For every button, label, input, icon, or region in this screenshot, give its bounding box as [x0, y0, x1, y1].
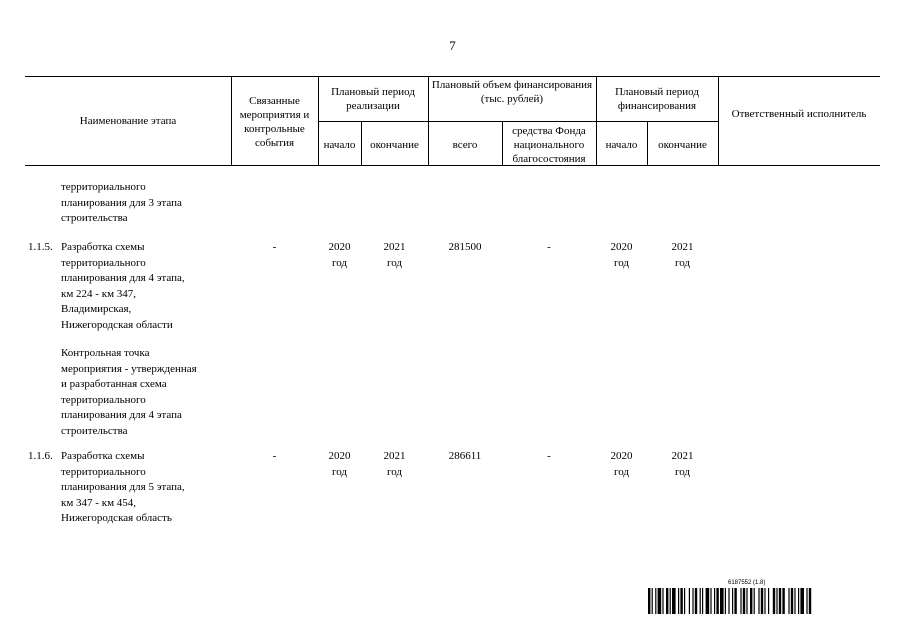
stage-number: 1.1.6.: [28, 450, 53, 462]
barcode-icon: [648, 588, 876, 614]
barcode-bar: [791, 588, 793, 614]
barcode-bar: [655, 588, 656, 614]
barcode-bar: [720, 588, 724, 614]
barcode-bar: [758, 588, 759, 614]
barcode-bar: [695, 588, 697, 614]
barcode-bar: [798, 588, 799, 614]
barcode-bar: [672, 588, 676, 614]
header-period-impl: Плановый период реализации: [331, 86, 415, 112]
barcode-bar: [692, 588, 693, 614]
stage-number: 1.1.5.: [28, 241, 53, 253]
barcode-bar: [764, 588, 765, 614]
header-sub-rule-impl: [318, 121, 428, 122]
funding-nwf: -: [547, 241, 551, 253]
impl-end: 2021 год: [383, 241, 406, 269]
barcode-bar: [714, 588, 715, 614]
barcode-bar: [680, 588, 682, 614]
header-bottom-rule: [25, 165, 880, 166]
barcode-bar: [768, 588, 769, 614]
barcode-bar: [716, 588, 718, 614]
header-funding-nwf: средства Фонда национального благосостояния: [512, 125, 586, 165]
barcode-bar: [806, 588, 807, 614]
barcode-bar: [648, 588, 650, 614]
barcode-bar: [684, 588, 685, 614]
header-period-fin-start: начало: [605, 139, 638, 151]
stage-name: Разработка схемы территориального планирования для 5 этапа, км 347 - км 454, Нижегородская область: [61, 450, 185, 524]
header-sub-rule-fin: [596, 121, 718, 122]
related-events: -: [272, 450, 277, 462]
barcode-bar: [666, 588, 668, 614]
header-stage-name: Наименование этапа: [79, 115, 177, 127]
related-events: -: [272, 241, 277, 253]
barcode-bar: [700, 588, 701, 614]
header-sub-rule-funding: [428, 121, 596, 122]
barcode-bar: [706, 588, 710, 614]
barcode-bar: [800, 588, 804, 614]
barcode-bar: [809, 588, 811, 614]
header-period-fin: Плановый период финансирования: [615, 86, 699, 112]
barcode-caption: 6187552 (1.8): [728, 580, 766, 586]
impl-end: 2021 год: [383, 450, 406, 478]
impl-start: 2020 год: [328, 450, 351, 478]
stage-name: Контрольная точка мероприятия - утвержденная и разработанная схема территориального планирования для 4 этапа строительства: [61, 347, 197, 437]
barcode-bar: [773, 588, 775, 614]
barcode-bar: [658, 588, 662, 614]
funding-total: 281500: [448, 241, 482, 253]
barcode-bar: [779, 588, 781, 614]
barcode-bar: [743, 588, 745, 614]
barcode-bar: [776, 588, 777, 614]
barcode-bar: [725, 588, 726, 614]
fin-end: 2021 год: [671, 450, 694, 478]
header-period-impl-end: окончание: [370, 139, 419, 151]
barcode-bar: [678, 588, 679, 614]
barcode-bar: [750, 588, 752, 614]
barcode-bar: [702, 588, 703, 614]
header-period-fin-end: окончание: [658, 139, 707, 151]
header-responsible: Ответственный исполнитель: [731, 108, 867, 120]
barcode-bar: [782, 588, 784, 614]
header-related-events: Связанные мероприятия и контрольные события: [239, 95, 310, 149]
funding-total: 286611: [448, 450, 482, 462]
barcode-bar: [728, 588, 729, 614]
barcode-bar: [761, 588, 763, 614]
fin-start: 2020 год: [610, 450, 633, 478]
stage-name: территориального планирования для 3 этапа строительства: [61, 181, 182, 224]
barcode-bar: [788, 588, 789, 614]
header-top-rule: [25, 76, 880, 77]
barcode-bar: [710, 588, 711, 614]
barcode-bar: [746, 588, 747, 614]
barcode-bar: [662, 588, 663, 614]
page-number: 7: [449, 38, 456, 53]
barcode-bar: [652, 588, 653, 614]
barcode-bar: [754, 588, 755, 614]
barcode-bar: [689, 588, 690, 614]
fin-start: 2020 год: [610, 241, 633, 269]
header-funding-total: всего: [452, 139, 478, 151]
barcode-bar: [732, 588, 733, 614]
header-period-impl-start: начало: [323, 139, 356, 151]
barcode-bar: [740, 588, 741, 614]
header-funding-volume: Плановый объем финансирования (тыс. рублей): [431, 79, 593, 105]
barcode-bar: [734, 588, 736, 614]
barcode: [648, 580, 876, 614]
funding-nwf: -: [547, 450, 551, 462]
impl-start: 2020 год: [328, 241, 351, 269]
stage-name: Разработка схемы территориального планирования для 4 этапа, км 224 - км 347, Владимирская, Нижегородская области: [61, 241, 185, 331]
barcode-bar: [670, 588, 671, 614]
barcode-bar: [794, 588, 795, 614]
fin-end: 2021 год: [671, 241, 694, 269]
